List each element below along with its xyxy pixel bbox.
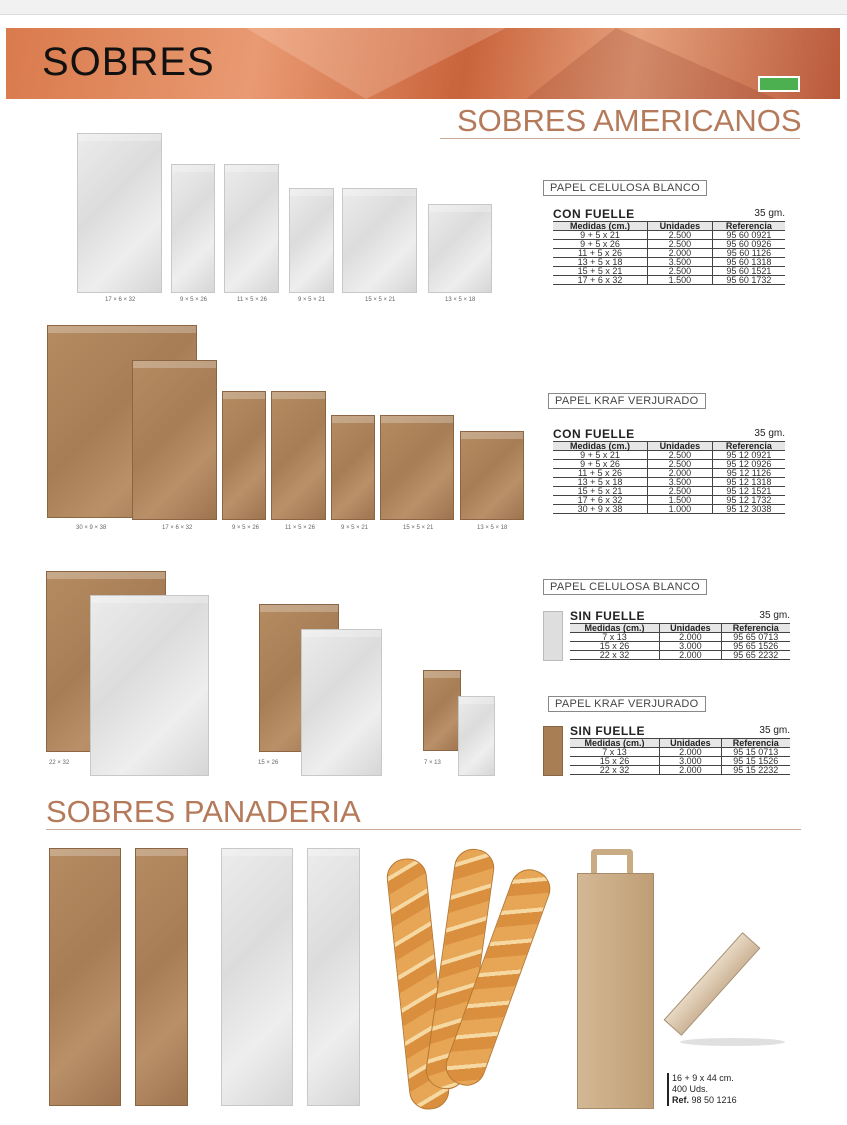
table-cell: 95 12 1318 [712, 478, 785, 487]
info-units: 400 Uds. [672, 1084, 709, 1094]
info-size: 16 + 9 x 44 cm. [672, 1073, 734, 1083]
paper-swatch-white [543, 611, 563, 661]
section-rule [46, 829, 801, 830]
spec-table-kraft-con-fuelle [553, 427, 785, 514]
spec-table-celulosa-sin-fuelle [570, 609, 790, 660]
table-cell: 1.500 [648, 276, 713, 285]
bag-dimension-label: 17 × 6 × 32 [162, 525, 193, 531]
bag-dimension-label: 15 × 5 × 21 [365, 297, 396, 303]
spec-weight: 35 gm. [754, 208, 785, 219]
spec-table-celulosa-con-fuelle [553, 207, 785, 285]
paper-swatch-kraft [543, 726, 563, 776]
panaderia-info [667, 1073, 737, 1106]
table-cell: 95 60 1126 [712, 249, 785, 258]
bag-dimension-label: 17 × 6 × 32 [105, 297, 136, 303]
section-title-panaderia: SOBRES PANADERIA [46, 794, 361, 829]
table-cell: 95 60 0926 [712, 240, 785, 249]
table-cell: 13 + 5 x 18 [553, 258, 648, 267]
spec-type: CON FUELLE [553, 427, 635, 441]
table-cell: 95 12 3038 [712, 505, 785, 514]
bag-white [77, 133, 162, 293]
spec-type: CON FUELLE [553, 207, 635, 221]
bag-white [224, 164, 279, 293]
col-header: Referencia [712, 442, 785, 451]
bag-white [428, 204, 492, 293]
bag-kraft [271, 391, 326, 520]
bag-kraft [132, 360, 217, 520]
table-cell: 15 x 26 [570, 757, 660, 766]
bread-bag-white [221, 848, 293, 1106]
info-ref-value: 98 50 1216 [691, 1095, 737, 1105]
table-cell: 22 x 32 [570, 651, 660, 660]
table-cell: 2.500 [648, 451, 713, 460]
table-cell: 95 12 0921 [712, 451, 785, 460]
bag-dimension-label: 9 × 5 × 26 [232, 525, 260, 531]
spec-type: SIN FUELLE [570, 724, 646, 738]
table-cell: 3.500 [648, 478, 713, 487]
table-cell: 2.500 [648, 487, 713, 496]
bread-bag-kraft [135, 848, 188, 1106]
table-cell: 95 12 1126 [712, 469, 785, 478]
table-cell: 2.500 [648, 240, 713, 249]
page-title: SOBRES [42, 40, 215, 84]
table-cell: 7 x 13 [570, 748, 660, 757]
material-label: PAPEL KRAF VERJURADO [548, 393, 706, 409]
table-cell: 95 15 1526 [721, 757, 790, 766]
table-row [570, 766, 790, 775]
table-cell: 11 + 5 x 26 [553, 249, 648, 258]
table-cell: 2.500 [648, 267, 713, 276]
bag-white [289, 188, 334, 293]
bag-kraft [331, 415, 375, 520]
bread-bag-kraft [49, 848, 121, 1106]
spec-weight: 35 gm. [759, 610, 790, 621]
green-tab-marker [758, 76, 800, 92]
section-rule [440, 138, 800, 139]
bag-white [90, 595, 209, 776]
table-cell: 95 12 0926 [712, 460, 785, 469]
info-reference [672, 1095, 737, 1106]
bag-dimension-label: 13 × 5 × 18 [477, 525, 508, 531]
table-cell: 95 12 1732 [712, 496, 785, 505]
table-cell: 2.000 [660, 651, 721, 660]
table-cell: 9 + 5 x 21 [553, 451, 648, 460]
bag-white [301, 629, 382, 776]
section-title-americanos: SOBRES AMERICANOS [457, 103, 802, 138]
table-cell: 2.000 [648, 469, 713, 478]
table-cell: 95 15 2232 [721, 766, 790, 775]
table-cell: 95 65 2232 [721, 651, 790, 660]
table-row [553, 276, 785, 285]
bag-shadow [680, 1038, 785, 1046]
table-cell: 1.500 [648, 496, 713, 505]
table-cell: 95 60 0921 [712, 231, 785, 240]
table-cell: 1.000 [648, 505, 713, 514]
browser-top-bar [0, 0, 847, 15]
col-header: Medidas (cm.) [553, 222, 648, 231]
bag-kraft [380, 415, 454, 520]
table-cell: 7 x 13 [570, 633, 660, 642]
bag-white [342, 188, 417, 293]
table-cell: 95 65 1526 [721, 642, 790, 651]
col-header: Referencia [721, 739, 790, 748]
table-cell: 15 + 5 x 21 [553, 267, 648, 276]
carry-bag-kraft [577, 873, 654, 1109]
bag-dimension-label: 9 × 5 × 21 [298, 297, 326, 303]
spec-weight: 35 gm. [754, 428, 785, 439]
table-cell: 2.000 [648, 249, 713, 258]
table-cell: 3.000 [660, 757, 721, 766]
col-header: Medidas (cm.) [570, 624, 660, 633]
bag-kraft [423, 670, 461, 751]
table-cell: 2.000 [660, 748, 721, 757]
info-ref-label: Ref. [672, 1095, 690, 1105]
table-cell: 2.000 [660, 633, 721, 642]
table-cell: 17 + 6 x 32 [553, 496, 648, 505]
table-cell: 11 + 5 x 26 [553, 469, 648, 478]
material-label: PAPEL CELULOSA BLANCO [543, 180, 707, 196]
table-cell: 2.500 [648, 460, 713, 469]
col-header: Unidades [648, 442, 713, 451]
bag-dimension-label: 11 × 5 × 26 [285, 525, 315, 531]
table-row [570, 651, 790, 660]
table-cell: 3.500 [648, 258, 713, 267]
table-cell: 95 60 1521 [712, 267, 785, 276]
table-cell: 15 + 5 x 21 [553, 487, 648, 496]
bread-bag-white [307, 848, 360, 1106]
table-cell: 9 + 5 x 21 [553, 231, 648, 240]
bag-dimension-label: 15 × 5 × 21 [403, 525, 434, 531]
material-label: PAPEL CELULOSA BLANCO [543, 579, 707, 595]
bag-dimension-label: 22 × 32 [49, 760, 70, 766]
table-cell: 17 + 6 x 32 [553, 276, 648, 285]
table-cell: 2.500 [648, 231, 713, 240]
col-header: Medidas (cm.) [553, 442, 648, 451]
table-cell: 3.000 [660, 642, 721, 651]
col-header: Unidades [660, 624, 721, 633]
table-cell: 95 60 1732 [712, 276, 785, 285]
material-label: PAPEL KRAF VERJURADO [548, 696, 706, 712]
spec-weight: 35 gm. [759, 725, 790, 736]
bag-dimension-label: 11 × 5 × 26 [237, 297, 267, 303]
spec-table-kraft-sin-fuelle [570, 724, 790, 775]
table-row [553, 505, 785, 514]
table-cell: 2.000 [660, 766, 721, 775]
bag-dimension-label: 9 × 5 × 21 [341, 525, 369, 531]
bag-white [171, 164, 215, 293]
table-cell: 15 x 26 [570, 642, 660, 651]
table-cell: 13 + 5 x 18 [553, 478, 648, 487]
table-cell: 95 60 1318 [712, 258, 785, 267]
table-cell: 95 15 0713 [721, 748, 790, 757]
table-cell: 95 65 0713 [721, 633, 790, 642]
table-cell: 95 12 1521 [712, 487, 785, 496]
bag-kraft [460, 431, 524, 520]
bag-white [458, 696, 495, 776]
bag-kraft [222, 391, 266, 520]
col-header: Referencia [721, 624, 790, 633]
col-header: Unidades [660, 739, 721, 748]
table-cell: 9 + 5 x 26 [553, 240, 648, 249]
bag-dimension-label: 30 × 9 × 38 [76, 525, 107, 531]
col-header: Medidas (cm.) [570, 739, 660, 748]
col-header: Referencia [712, 222, 785, 231]
bag-dimension-label: 9 × 5 × 26 [180, 297, 208, 303]
bag-dimension-label: 7 × 13 [424, 760, 441, 766]
table-cell: 30 + 9 x 38 [553, 505, 648, 514]
spec-type: SIN FUELLE [570, 609, 646, 623]
bag-dimension-label: 15 × 26 [258, 760, 279, 766]
bag-dimension-label: 13 × 5 × 18 [445, 297, 476, 303]
table-cell: 9 + 5 x 26 [553, 460, 648, 469]
table-cell: 22 x 32 [570, 766, 660, 775]
col-header: Unidades [648, 222, 713, 231]
